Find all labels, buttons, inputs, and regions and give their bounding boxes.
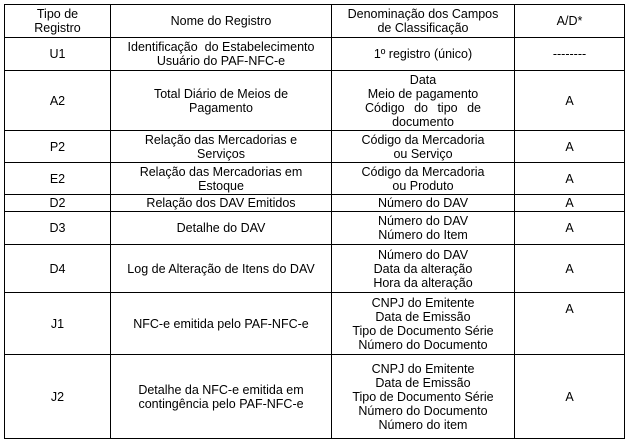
cell-campos: Número do DAV Data da alteração Hora da alteração <box>332 245 515 293</box>
cell-tipo: D2 <box>5 195 111 212</box>
cell-ad: -------- <box>515 38 625 71</box>
cell-campos: Código da Mercadoria ou Serviço <box>332 131 515 163</box>
header-nome: Nome do Registro <box>111 5 332 38</box>
cell-tipo: A2 <box>5 71 111 131</box>
cell-nome: Relação dos DAV Emitidos <box>111 195 332 212</box>
cell-nome: Identificação do Estabelecimento Usuário do PAF-NFC-e <box>111 38 332 71</box>
cell-tipo: P2 <box>5 131 111 163</box>
header-row <box>5 5 625 38</box>
cell-ad: A <box>515 195 625 212</box>
cell-tipo: E2 <box>5 163 111 195</box>
cell-campos: Número do DAV Número do Item <box>332 212 515 245</box>
cell-campos: Data Meio de pagamento Código do tipo de documento <box>332 71 515 131</box>
cell-ad: A <box>515 71 625 131</box>
table-row <box>5 293 625 355</box>
cell-ad: A <box>515 245 625 293</box>
cell-tipo: D3 <box>5 212 111 245</box>
header-ad: A/D* <box>515 5 625 38</box>
table-row <box>5 131 625 163</box>
cell-nome: Total Diário de Meios de Pagamento <box>111 71 332 131</box>
cell-campos: Código da Mercadoria ou Produto <box>332 163 515 195</box>
cell-ad: A <box>515 293 625 355</box>
cell-ad: A <box>515 355 625 439</box>
cell-tipo: U1 <box>5 38 111 71</box>
table-row <box>5 38 625 71</box>
cell-campos: CNPJ do Emitente Data de Emissão Tipo de Documento Série Número do Documento Número do item <box>332 355 515 439</box>
cell-nome: Relação das Mercadorias e Serviços <box>111 131 332 163</box>
cell-tipo: D4 <box>5 245 111 293</box>
cell-nome: Detalhe do DAV <box>111 212 332 245</box>
table-row <box>5 355 625 439</box>
cell-campos: Número do DAV <box>332 195 515 212</box>
cell-nome: Detalhe da NFC-e emitida em contingência pelo PAF-NFC-e <box>111 355 332 439</box>
table-row <box>5 71 625 131</box>
cell-nome: Log de Alteração de Itens do DAV <box>111 245 332 293</box>
table-row <box>5 212 625 245</box>
cell-nome: Relação das Mercadorias em Estoque <box>111 163 332 195</box>
header-tipo: Tipo de Registro <box>5 5 111 38</box>
registros-table <box>4 4 625 439</box>
cell-ad: A <box>515 163 625 195</box>
header-campos: Denominação dos Campos de Classificação <box>332 5 515 38</box>
cell-nome: NFC-e emitida pelo PAF-NFC-e <box>111 293 332 355</box>
table-row <box>5 245 625 293</box>
cell-ad: A <box>515 212 625 245</box>
cell-tipo: J2 <box>5 355 111 439</box>
cell-campos: 1º registro (único) <box>332 38 515 71</box>
table-row <box>5 195 625 212</box>
cell-tipo: J1 <box>5 293 111 355</box>
cell-ad: A <box>515 131 625 163</box>
cell-campos: CNPJ do Emitente Data de Emissão Tipo de Documento Série Número do Documento <box>332 293 515 355</box>
table-row <box>5 163 625 195</box>
